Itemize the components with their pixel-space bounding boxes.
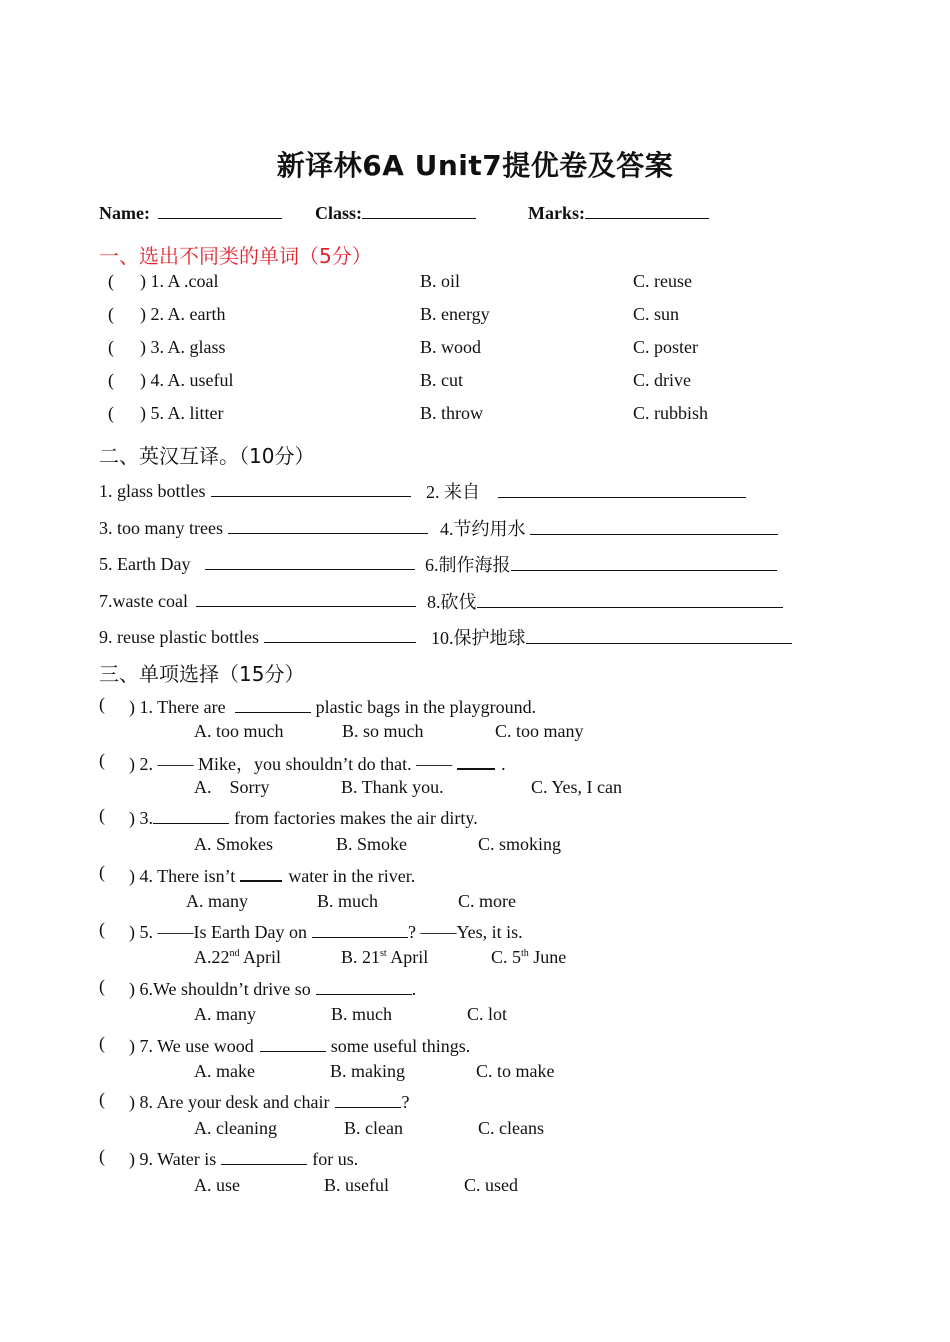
name-label: Name: xyxy=(99,203,150,223)
s1-q4-a: ) 4. A. useful xyxy=(140,370,234,390)
s3-q1-blank xyxy=(235,694,311,713)
s3-q1-post: plastic bags in the playground. xyxy=(315,697,537,717)
s3-q6-b: B. much xyxy=(331,1004,392,1024)
s2-blank-5 xyxy=(205,551,415,570)
s3-q2-pre: ) 2. —— Mike，you shouldn’t do that. —— xyxy=(129,754,453,774)
s1-q3-a: ) 3. A. glass xyxy=(140,337,226,357)
s3-q4 xyxy=(129,862,415,887)
s3-q2-b: B. Thank you. xyxy=(341,777,444,797)
s2-item-10: 10.保护地球 xyxy=(431,628,526,648)
s2-item-6: 6.制作海报 xyxy=(425,555,511,575)
s3-q8-b: B. clean xyxy=(344,1118,403,1138)
s1-q4-c: C. drive xyxy=(633,370,691,390)
name-blank xyxy=(158,200,282,219)
s1-q2-a: ) 2. A. earth xyxy=(140,304,226,324)
paren: ( xyxy=(108,403,114,423)
paren: ( xyxy=(99,805,105,825)
s3-q1-b: B. so much xyxy=(342,721,424,741)
s3-q3 xyxy=(129,805,478,829)
paren: ( xyxy=(99,1089,105,1109)
s3-q9-pre: ) 9. Water is xyxy=(129,1149,217,1169)
s2-item-8: 8.砍伐 xyxy=(427,592,477,612)
s3-q7-c: C. to make xyxy=(476,1061,555,1081)
s3-q8-c: C. cleans xyxy=(478,1118,544,1138)
s2-item-2: 2. 来自 xyxy=(426,482,480,502)
s1-q2-b: B. energy xyxy=(420,304,490,324)
s1-q4-b: B. cut xyxy=(420,370,463,390)
s3-q6-post: . xyxy=(411,979,417,999)
s3-q3-b: B. Smoke xyxy=(336,834,408,854)
s3-q1 xyxy=(129,694,536,718)
s2-item-3: 3. too many trees xyxy=(99,518,223,538)
paren: ( xyxy=(99,862,105,882)
s3-q1-c: C. too many xyxy=(495,721,584,741)
s1-q5-c: C. rubbish xyxy=(633,403,709,423)
s3-q7-pre: ) 7. We use wood xyxy=(129,1036,254,1056)
s1-q1-c: C. reuse xyxy=(633,271,692,291)
s2-blank-6 xyxy=(511,552,777,571)
s1-q3-b: B. wood xyxy=(420,337,482,357)
s3-q3-pre: ) 3. xyxy=(129,808,153,828)
s3-q6-blank xyxy=(316,976,412,995)
section3-heading: 三、单项选择（15分） xyxy=(99,662,305,686)
class-field xyxy=(315,200,476,224)
paren: ( xyxy=(99,694,105,714)
s3-q5-post: ? ——Yes, it is. xyxy=(407,922,523,942)
s2-blank-10 xyxy=(526,625,792,644)
section2-heading: 二、英汉互译。（10分） xyxy=(99,444,315,468)
s2-blank-9 xyxy=(264,624,416,643)
s1-q2-c: C. sun xyxy=(633,304,680,324)
marks-label: Marks: xyxy=(528,203,585,223)
s2-blank-8 xyxy=(477,589,783,608)
s3-q7 xyxy=(129,1033,470,1057)
s3-q1-pre: ) 1. There are xyxy=(129,697,226,717)
s1-q3-c: C. poster xyxy=(633,337,698,357)
paren: ( xyxy=(99,919,105,939)
s3-q9 xyxy=(129,1146,358,1170)
s3-q6-pre: ) 6.We shouldn’t drive so xyxy=(129,979,311,999)
name-field xyxy=(99,200,282,224)
s2-item-9: 9. reuse plastic bottles xyxy=(99,627,259,647)
s3-q9-c: C. used xyxy=(464,1175,518,1195)
s1-q1-b: B. oil xyxy=(420,271,461,291)
paren: ( xyxy=(108,271,114,291)
s2-blank-7 xyxy=(196,588,416,607)
paren: ( xyxy=(99,976,105,996)
class-label: Class: xyxy=(315,203,363,223)
s3-q4-pre: ) 4. There isn’t xyxy=(129,866,236,886)
s3-q3-blank xyxy=(153,805,229,824)
s3-q2-post: . xyxy=(501,754,506,774)
s3-q5-a: A.22nd April xyxy=(194,947,282,967)
paren: ( xyxy=(108,370,114,390)
section1-heading: 一、选出不同类的单词（5分） xyxy=(99,244,372,268)
s2-blank-1 xyxy=(211,478,411,497)
s3-q4-a: A. many xyxy=(186,891,248,911)
s3-q3-c: C. smoking xyxy=(478,834,562,854)
s3-q5-c: C. 5th June xyxy=(491,947,567,967)
s3-q4-c: C. more xyxy=(458,891,516,911)
paren: ( xyxy=(99,750,105,770)
s3-q8-post: ? xyxy=(401,1092,410,1112)
marks-blank xyxy=(585,200,709,219)
s2-blank-2 xyxy=(498,479,746,498)
class-blank xyxy=(362,200,476,219)
s3-q6 xyxy=(129,976,416,1000)
s3-q8-pre: ) 8. Are your desk and chair xyxy=(129,1092,330,1112)
s3-q5-blank xyxy=(312,919,408,938)
s3-q4-post: water in the river. xyxy=(288,866,416,886)
s3-q2-a: A. Sorry xyxy=(194,777,270,797)
s3-q6-a: A. many xyxy=(194,1004,256,1024)
paren: ( xyxy=(108,337,114,357)
page-title: 新译林6A Unit7提优卷及答案 xyxy=(276,149,674,182)
s2-blank-3 xyxy=(228,515,428,534)
paren: ( xyxy=(99,1033,105,1053)
s3-q2 xyxy=(129,750,506,776)
s3-q2-c: C. Yes, I can xyxy=(531,777,623,797)
s3-q8-a: A. cleaning xyxy=(194,1118,277,1138)
s3-q8 xyxy=(129,1089,409,1113)
marks-field xyxy=(528,200,709,224)
s3-q4-b: B. much xyxy=(317,891,378,911)
s3-q1-a: A. too much xyxy=(194,721,284,741)
s3-q9-b: B. useful xyxy=(324,1175,389,1195)
s3-q7-b: B. making xyxy=(330,1061,405,1081)
s3-q5 xyxy=(129,919,523,943)
paren: ( xyxy=(108,304,114,324)
s2-item-4: 4.节约用水 xyxy=(440,519,526,539)
s3-q9-a: A. use xyxy=(194,1175,240,1195)
s2-item-5: 5. Earth Day xyxy=(99,554,191,574)
s3-q7-a: A. make xyxy=(194,1061,255,1081)
s3-q9-blank xyxy=(221,1146,307,1165)
s3-q8-blank xyxy=(335,1089,401,1108)
s2-blank-4 xyxy=(530,516,778,535)
s3-q6-c: C. lot xyxy=(467,1004,508,1024)
s3-q7-post: some useful things. xyxy=(330,1036,471,1056)
s3-q4-blank xyxy=(240,862,282,882)
s1-q1-a: ) 1. A .coal xyxy=(140,271,219,291)
s3-q2-blank xyxy=(457,750,495,770)
s3-q5-b: B. 21st April xyxy=(341,947,429,967)
s3-q9-post: for us. xyxy=(312,1149,359,1169)
s2-item-7: 7.waste coal xyxy=(99,591,188,611)
s3-q3-a: A. Smokes xyxy=(194,834,274,854)
s3-q5-pre: ) 5. ——Is Earth Day on xyxy=(129,922,307,942)
s1-q5-a: ) 5. A. litter xyxy=(140,403,224,423)
s1-q5-b: B. throw xyxy=(420,403,483,423)
s2-item-1: 1. glass bottles xyxy=(99,481,206,501)
s3-q3-post: from factories makes the air dirty. xyxy=(234,808,478,828)
s3-q7-blank xyxy=(260,1033,326,1052)
paren: ( xyxy=(99,1146,105,1166)
